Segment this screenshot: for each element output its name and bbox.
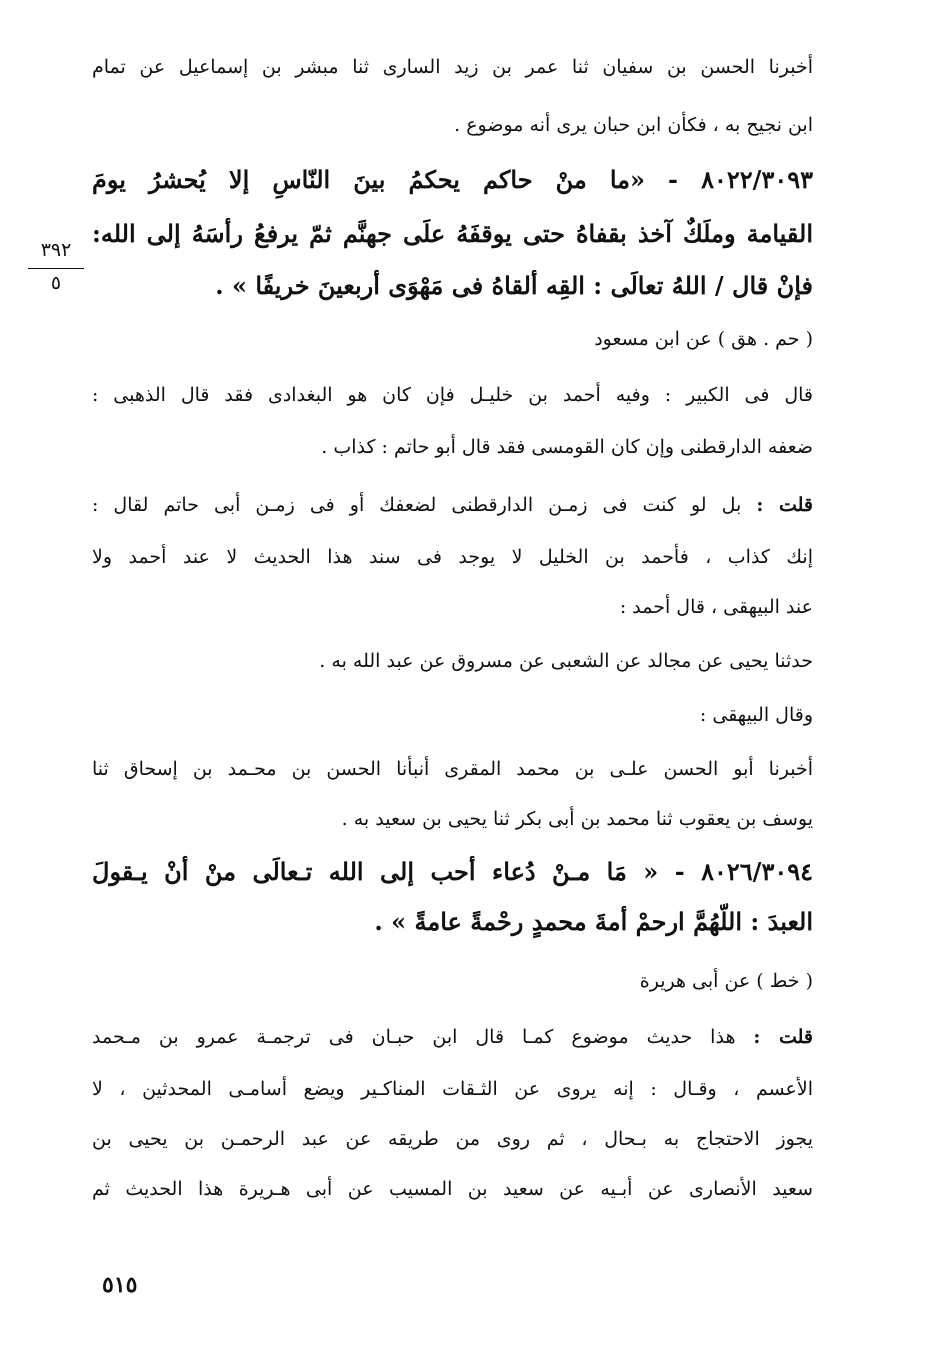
qultu-label-2: قلت :	[753, 1026, 813, 1048]
text-line-21: يجوز الاحتجاج به بـحال ، ثم روى من طريقه عن عبد الرحمـن بن يحيى بن	[92, 1128, 813, 1150]
margin-marker-rule	[28, 268, 84, 269]
qultu-text: بل لو كنت فى زمـن الدارقطنى لضعفك أو فى زمـن أبى حاتم لقال :	[92, 494, 757, 516]
text-line-15: يوسف بن يعقوب ثنا محمد بن أبى بكر ثنا يحيى بن سعيد به .	[341, 808, 813, 830]
text-line-13: وقال البيهقى :	[699, 704, 813, 726]
hadith-3094-line-1: ٨٠٢٦/٣٠٩٤ - « مَا مـنْ دُعاء أحب إلى الله تـعالَى منْ أنْ يـقولَ	[92, 857, 813, 886]
text-line-20: الأعسم ، وقـال : إنه يروى عن الثـقات المناكـير ويضع أسامـى المحدثين ، لا	[92, 1078, 813, 1100]
source-attribution-1: ( حم . هق ) عن ابن مسعود	[594, 328, 813, 350]
text-line-14: أخبرنا أبو الحسن علـى بن محمد المقرى أنبأنا الحسن بن محـمد بن إسحاق ثنا	[92, 758, 813, 780]
text-line-11: عند البيهقى ، قال أحمد :	[619, 596, 813, 618]
hadith-3093-line-1: ٨٠٢٢/٣٠٩٣ - «ما منْ حاكم يحكمُ بينَ النّاسِ إلا يُحشرُ يومَ	[92, 165, 813, 194]
qultu-paragraph-1-line-1	[92, 488, 813, 522]
margin-marker-bottom: ٥	[50, 272, 62, 294]
source-attribution-2: ( خط ) عن أبى هريرة	[639, 970, 813, 992]
page-number: ٥١٥	[102, 1272, 138, 1298]
text-line-22: سعيد الأنصارى عن أبـيه عن سعيد بن المسيب عن أبى هـريرة هذا الحديث ثم	[92, 1178, 813, 1200]
qultu-paragraph-2-line-1	[92, 1020, 813, 1054]
text-line-7: قال فى الكبير : وفيه أحمد بن خليـل فإن كان هو البغدادى فقد قال الذهبى :	[92, 384, 813, 406]
text-line-10: إنك كذاب ، فأحمد بن الخليل لا يوجد فى سند هذا الحديث لا عند أحمد ولا	[92, 546, 813, 568]
margin-page-marker	[28, 236, 84, 295]
text-line-2: ابن نجيح به ، فكأن ابن حبان يرى أنه موضوع .	[454, 114, 813, 136]
qultu-text-2: هذا حديث موضوع كمـا قال ابن حبـان فى ترجمـة عمرو بن مـحمد	[92, 1026, 754, 1048]
margin-marker-top: ٣٩٢	[40, 239, 72, 261]
text-line-8: ضعفه الدارقطنى وإن كان القومسى فقد قال أبو حاتم : كذاب .	[321, 436, 813, 458]
qultu-label: قلت :	[756, 494, 813, 516]
hadith-3094-line-2: العبدَ : اللّهُمَّ ارحمْ أمةَ محمدٍ رحْمةً عامةً » .	[374, 907, 813, 936]
text-line-12: حدثنا يحيى عن مجالد عن الشعبى عن مسروق عن عبد الله به .	[319, 650, 813, 672]
text-line-1: أخبرنا الحسن بن سفيان ثنا عمر بن زيد السارى ثنا مبشر بن إسماعيل عن تمام	[92, 56, 813, 78]
hadith-3093-line-2: القيامة وملَكٌ آخذ بقفاهُ حتى يوقفَهُ علَى جهنَّم ثمّ يرفعُ رأسَهُ إلى الله:	[92, 219, 813, 248]
hadith-3093-line-3: فإنْ قال / اللهُ تعالَى : القِه ألقاهُ فى مَهْوَى أربعينَ خريفًا » .	[215, 271, 813, 300]
